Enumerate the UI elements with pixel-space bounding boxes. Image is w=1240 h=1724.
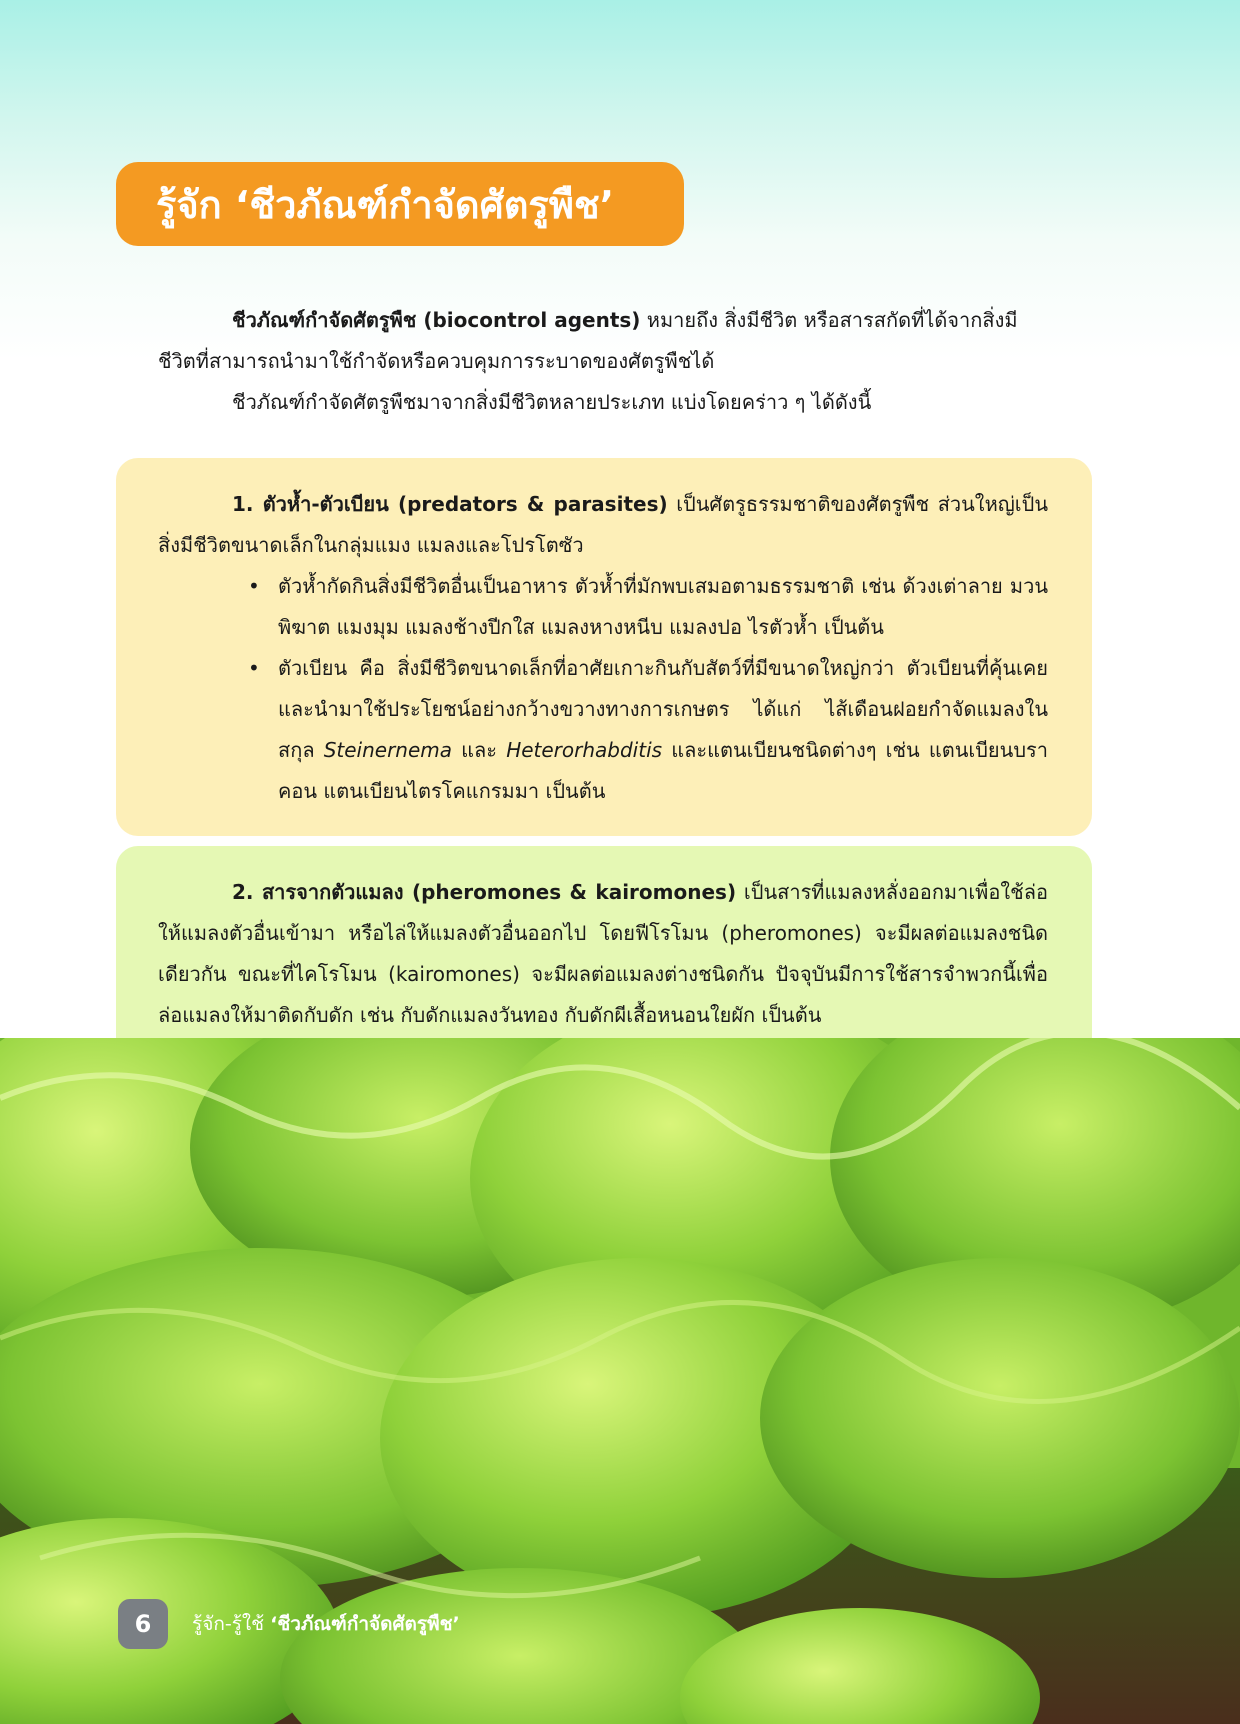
bullet-parasites-text-b: และ	[452, 738, 507, 762]
bullet-predators: • ตัวห้ำกัดกินสิ่งมีชีวิตอื่นเป็นอาหาร ตัวห้ำที่มักพบเสมอตามธรรมชาติ เช่น ด้วงเต่าลาย มวนพิฆาต แมงมุม แมลงช้างปีกใส แมลงหางหนีบ แมลงปอ ไรตัวห้ำ เป็นต้น	[278, 566, 1048, 648]
footer-emphasis: ‘ชีวภัณฑ์กำจัดศัตรูพืช’	[270, 1613, 460, 1635]
section1-bullet-list	[158, 566, 1048, 812]
bullet-parasites-text-a: ตัวเบียน คือ สิ่งมีชีวิตขนาดเล็กที่อาศัยเกาะกินกับสัตว์ที่มีขนาดใหญ่กว่า ตัวเบียนที่คุ้นเคยและนำมาใช้ประโยชน์อย่างกว้างขวางทางการเกษตร ได้แก่ ไส้เดือนฝอยกำจัดแมลงในสกุล	[278, 656, 1048, 762]
page-number: 6	[118, 1599, 168, 1649]
definition-paragraph	[158, 300, 1048, 382]
section2-text: เป็นสารที่แมลงหลั่งออกมาเพื่อใช้ล่อให้แมลงตัวอื่นเข้ามา หรือไล่ให้แมลงตัวอื่นออกไป โดยฟีโรโมน (pheromones) จะมีผลต่อแมลงชนิดเดียวกัน ขณะที่ไคโรโมน (kairomones) จะมีผลต่อแมลงต่างชนิดกัน ปัจจุบันมีการใช้สารจำพวกนี้เพื่อล่อแมลงให้มาติดกับดัก เช่น กับดักแมลงวันทอง กับดักผีเสื้อหนอนใยผัก เป็นต้น	[158, 880, 1048, 1027]
section2-heading: 2. สารจากตัวแมลง (pheromones & kairomones)	[232, 880, 737, 904]
footer-title	[192, 1609, 460, 1639]
predators-parasites-box	[116, 458, 1092, 836]
definition-text: หมายถึง สิ่งมีชีวิต หรือสารสกัดที่ได้จากสิ่งมีชีวิตที่สามารถนำมาใช้กำจัดหรือควบคุมการระบาดของศัตรูพืชได้	[158, 308, 1018, 373]
page-title-banner	[116, 162, 684, 246]
pheromones-box	[116, 846, 1092, 1066]
section1-paragraph	[158, 484, 1048, 566]
bullet-parasites-text-c: และแตนเบียนชนิดต่างๆ เช่น แตนเบียนบราคอน แตนเบียนไตรโคแกรมมา เป็นต้น	[278, 738, 1048, 803]
page-title: รู้จัก ‘ชีวภัณฑ์กำจัดศัตรูพืช’	[156, 182, 615, 227]
section1-heading: 1. ตัวห้ำ-ตัวเบียน (predators & parasites)	[232, 492, 668, 516]
types-intro: ชีวภัณฑ์กำจัดศัตรูพืชมาจากสิ่งมีชีวิตหลายประเภท แบ่งโดยคร่าว ๆ ได้ดังนี้	[232, 390, 872, 414]
page-footer	[118, 1598, 460, 1650]
section2-paragraph	[158, 872, 1048, 1036]
intro-section	[158, 300, 1048, 423]
definition-term: ชีวภัณฑ์กำจัดศัตรูพืช (biocontrol agents)	[232, 308, 641, 332]
footer-prefix: รู้จัก-รู้ใช้	[192, 1613, 271, 1635]
genus-heterorhabditis: Heterorhabditis	[506, 738, 663, 762]
genus-steinernema: Steinernema	[323, 738, 453, 762]
section1-text: เป็นศัตรูธรรมชาติของศัตรูพืช ส่วนใหญ่เป็นสิ่งมีชีวิตขนาดเล็กในกลุ่มแมง แมลงและโปรโตซัว	[158, 492, 1049, 557]
bullet-parasites	[278, 648, 1048, 812]
